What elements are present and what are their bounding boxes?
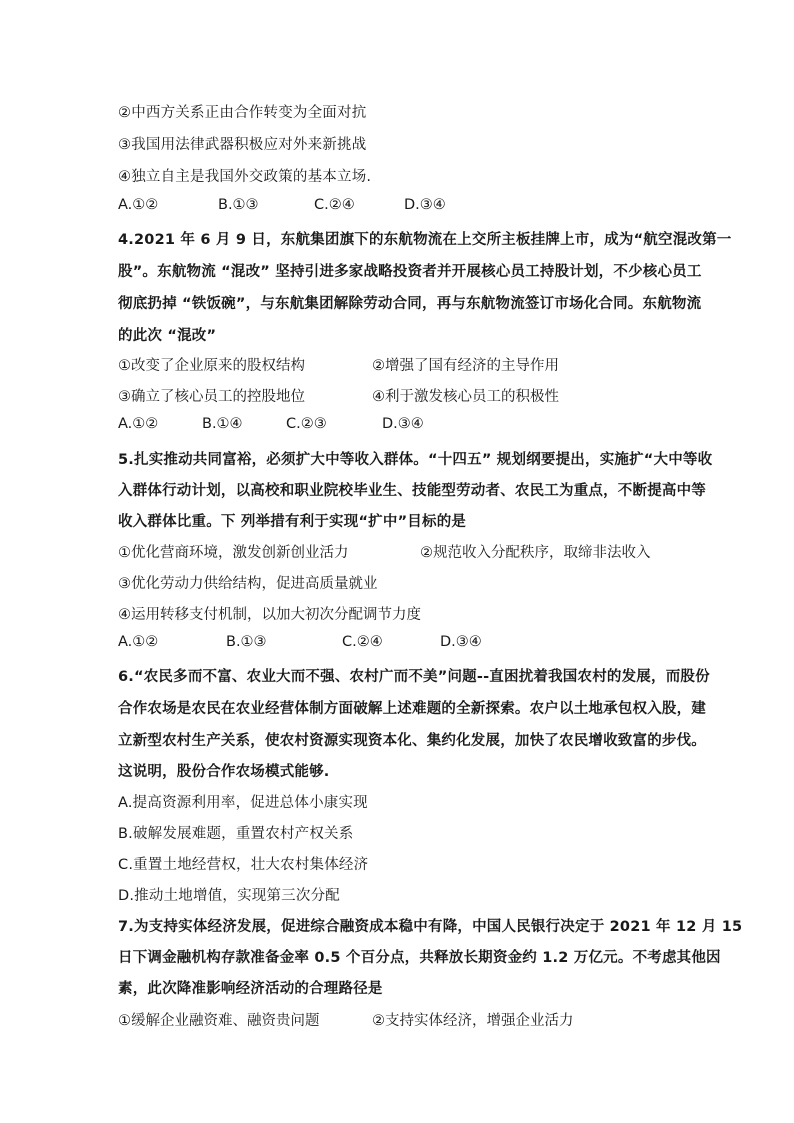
q6-stem-line4: 这说明，股份合作农场模式能够. xyxy=(118,764,330,780)
q6-option-b: B.破解发展难题，重置农村产权关系 xyxy=(118,826,354,842)
statement-2: ②中西方关系正由合作转变为全面对抗 xyxy=(118,105,367,121)
q4-statement-4: ④利于激发核心员工的积极性 xyxy=(372,389,559,405)
q6-option-a: A.提高资源利用率，促进总体小康实现 xyxy=(118,795,368,811)
q6-stem-line3: 立新型农村生产关系，使农村资源实现资本化、集约化发展，加快了农民增收致富的步伐。 xyxy=(118,733,706,749)
q5-stem-line3: 收入群体比重。下 列举措有利于实现“扩中”目标的是 xyxy=(118,514,467,530)
option-b: B.①③ xyxy=(218,197,259,213)
q4-stem-line1: 4.2021 年 6 月 9 日，东航集团旗下的东航物流在上交所主板挂牌上市，成为“航空混改第一 xyxy=(118,232,732,248)
q4-stem-line4: 的此次 “混改” xyxy=(118,328,217,344)
q6-option-d: D.推动土地增值，实现第三次分配 xyxy=(118,888,340,904)
statement-4: ④独立自主是我国外交政策的基本立场. xyxy=(118,169,372,185)
q4-statement-3: ③确立了核心员工的控股地位 xyxy=(118,389,305,405)
q4-option-a: A.①② xyxy=(118,416,159,432)
q5-option-c: C.②④ xyxy=(342,634,383,650)
q5-statement-2: ②规范收入分配秩序，取缔非法收入 xyxy=(420,545,651,561)
q7-stem-line2: 日下调金融机构存款准备金率 0.5 个百分点，共释放长期资金约 1.2 万亿元。不考虑其他因 xyxy=(118,950,721,966)
q6-option-c: C.重置土地经营权，壮大农村集体经济 xyxy=(118,857,369,873)
q4-statement-2: ②增强了国有经济的主导作用 xyxy=(372,358,559,374)
q7-statement-1: ①缓解企业融资难、融资贵问题 xyxy=(118,1013,320,1029)
q5-statement-1: ①优化营商环境，激发创新创业活力 xyxy=(118,545,349,561)
option-a: A.①② xyxy=(118,197,159,213)
q5-statement-4: ④运用转移支付机制，以加大初次分配调节力度 xyxy=(118,607,421,623)
q7-statement-2: ②支持实体经济，增强企业活力 xyxy=(372,1013,574,1029)
q5-statement-3: ③优化劳动力供给结构，促进高质量就业 xyxy=(118,576,378,592)
q5-stem-line1: 5.扎实推动共同富裕，必须扩大中等收入群体。“十四五” 规划纲要提出，实施扩“大中等收 xyxy=(118,452,713,468)
q4-option-b: B.①④ xyxy=(202,416,243,432)
q5-option-a: A.①② xyxy=(118,634,159,650)
q5-option-d: D.③④ xyxy=(440,634,482,650)
q4-statement-1: ①改变了企业原来的股权结构 xyxy=(118,358,305,374)
q4-stem-line3: 彻底扔掉 “铁饭碗”，与东航集团解除劳动合同，再与东航物流签订市场化合同。东航物流 xyxy=(118,296,702,312)
statement-3: ③我国用法律武器积极应对外来新挑战 xyxy=(118,137,367,153)
q4-option-c: C.②③ xyxy=(286,416,327,432)
q4-option-d: D.③④ xyxy=(382,416,424,432)
q5-option-b: B.①③ xyxy=(226,634,267,650)
q7-stem-line3: 素，此次降准影响经济活动的合理路径是 xyxy=(118,981,383,997)
q6-stem-line1: 6.“农民多而不富、农业大而不强、农村广而不美”问题--直困扰着我国农村的发展，而股份 xyxy=(118,669,710,685)
option-c: C.②④ xyxy=(314,197,355,213)
q5-stem-line2: 入群体行动计划，以高校和职业院校毕业生、技能型劳动者、农民工为重点，不断提高中等 xyxy=(118,483,706,499)
q6-stem-line2: 合作农场是农民在农业经营体制方面破解上述难题的全新探索。农户以土地承包权入股，建 xyxy=(118,701,706,717)
option-d: D.③④ xyxy=(404,197,446,213)
q4-stem-line2: 股”。东航物流 “混改” 坚持引进多家战略投资者并开展核心员工持股计划，不少核心员工 xyxy=(118,264,702,280)
q7-stem-line1: 7.为支持实体经济发展，促进综合融资成本稳中有降，中国人民银行决定于 2021 年 12 月 15 xyxy=(118,919,743,935)
